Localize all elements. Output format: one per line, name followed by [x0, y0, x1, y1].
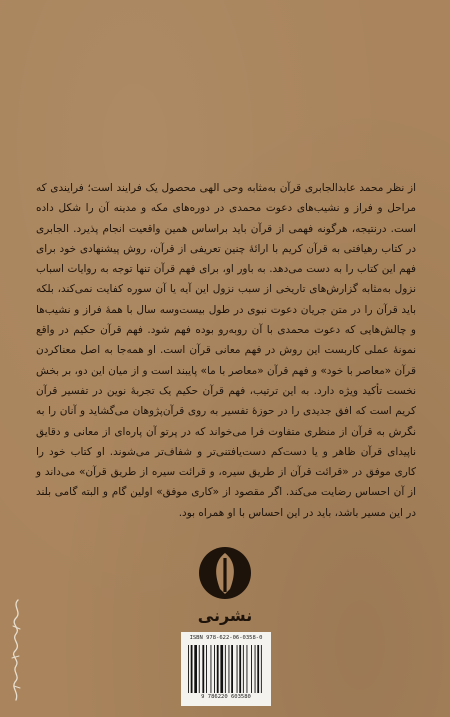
barcode-bars [187, 645, 265, 693]
publisher-name: نشرنی [197, 606, 253, 625]
isbn-label: ISBN 978-622-06-0358-0 [189, 635, 263, 641]
publisher-logo-icon [197, 545, 253, 601]
barcode-digits: 9 786220 603580 [201, 694, 251, 700]
blurb-paragraph: از نظر محمد عابدالجابری قرآن به‌مثابه وحی الهی محصول یک فرایند است؛ فرایندی که مراحل و فراز و نشیب‌های دعوت محمدی در دوره‌های مکه و مدینه آن را شکل داده است. درنتیجه، هرگونه فهمی از قرآن باید براساس همین واقعیت انجام پذیرد. الجابری در کتاب رهیافتی به قرآن کریم با ارائهٔ چنین تعریفی از قرآن، روش پیشنهادی خود برای فهم این کتاب را به دست می‌دهد. به باور او، برای فهم قرآن تنها توجه به روایات اسباب نزول به‌مثابه گزارش‌های تاریخی از سبب نزول این آیه یا آن سوره کفایت نمی‌کند، بلکه باید قرآن را در متن جریان دعوت نبوی در طول بیست‌وسه سال با همهٔ فراز و نشیب‌ها و چالش‌هایی که دعوت محمدی با آن روبه‌رو بوده فهم شود. فهم قرآن حکیم در واقع نمونهٔ عملی کاربست این روش در فهم معانی قرآن است. او همه‌جا به اصل معناکردن قرآن «معاصر با خود» و فهم قرآن «معاصر با ما» پایبند است و از میان این دو، بر بخش نخست تأکید ویژه دارد. به این ترتیب، فهم قرآن حکیم یک تجربهٔ نوین در تفسیر قرآن کریم است که افق جدیدی را در حوزهٔ تفسیر به روی قرآن‌پژوهان می‌گشاید و آنان را به نگرش به قرآن از منظری متفاوت فرا می‌خواند که در پرتو آن پاره‌ای از معانی و دقایق ناپیدای قرآن ظاهر و یا دست‌کم دست‌یافتنی‌تر و شفاف‌تر می‌شوند. او کتاب خود را کاری موفق در «قرائت قرآن از طریق سیره، و قرائت سیره از طریق قرآن» می‌داند و از آن احساس رضایت می‌کند. اگر مقصود از «کاری موفق» اولین گام و البته گامی بلند در این مسیر باشد، باید در این احساس با او همراه بود. [36, 182, 416, 519]
handwritten-signature [4, 596, 28, 704]
barcode [181, 632, 271, 706]
blurb [36, 178, 416, 523]
